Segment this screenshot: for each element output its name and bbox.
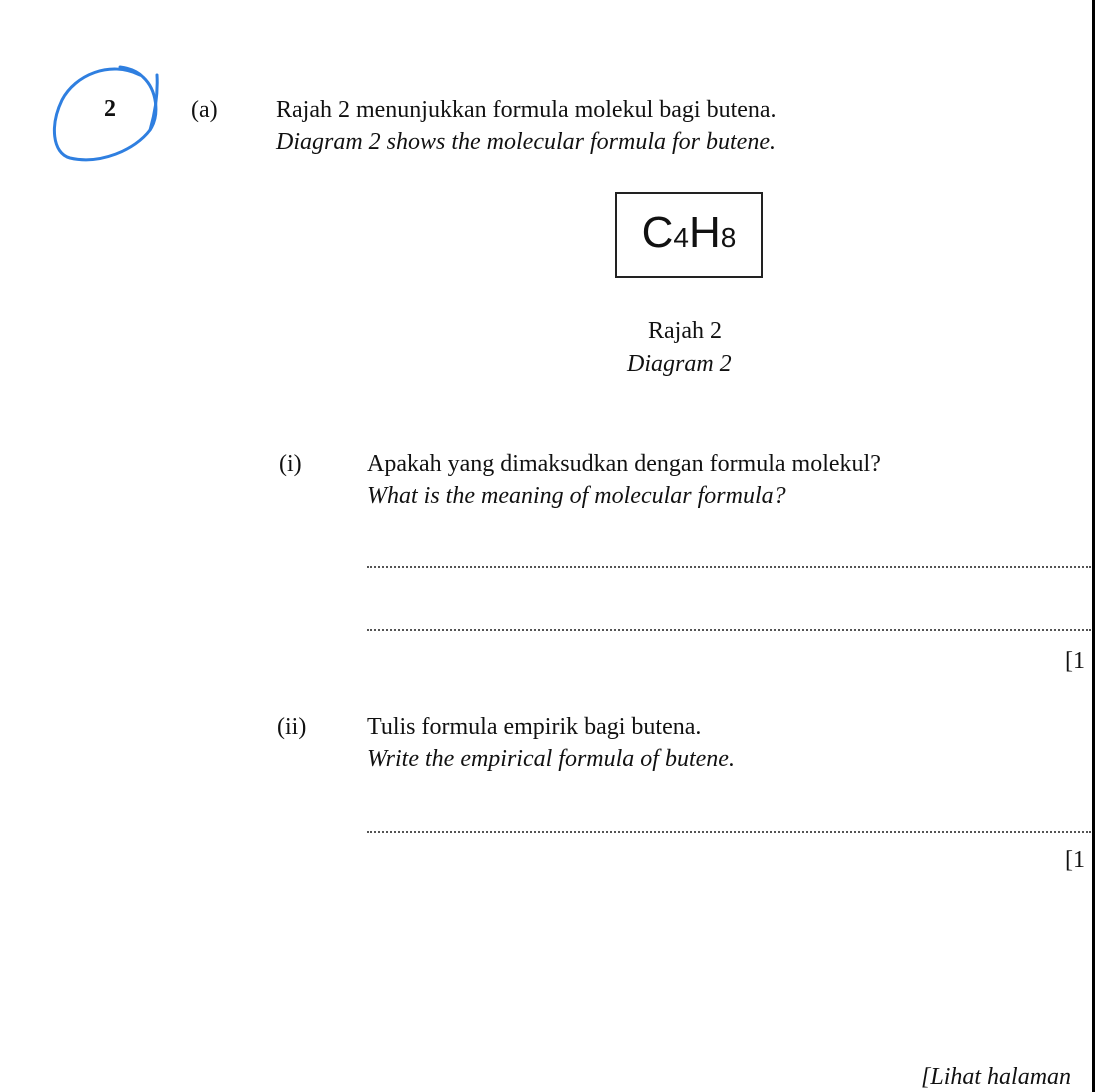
part-ii-marks: [1: [1065, 847, 1085, 873]
part-i-question-malay: Apakah yang dimaksudkan dengan formula molekul?: [367, 451, 881, 477]
diagram-caption-malay: Rajah 2: [648, 318, 722, 344]
part-ii-question-english: Write the empirical formula of butene.: [367, 746, 735, 772]
part-i-answer-line-2[interactable]: [367, 629, 1091, 631]
part-i-question-english: What is the meaning of molecular formula?: [367, 483, 786, 509]
circle-annotation-tail: [150, 75, 157, 130]
turn-over-note: [Lihat halaman: [921, 1064, 1072, 1090]
part-a-label: (a): [191, 97, 218, 123]
part-ii-question-malay: Tulis formula empirik bagi butena.: [367, 714, 702, 740]
formula-hydrogen-count: 8: [720, 221, 737, 253]
part-a-intro-english: Diagram 2 shows the molecular formula for butene.: [276, 129, 776, 155]
part-ii-answer-line[interactable]: [367, 831, 1091, 833]
formula-box: [615, 192, 763, 278]
part-ii-label: (ii): [277, 714, 307, 740]
formula-carbon-count: 4: [673, 221, 689, 253]
part-i-marks: [1: [1065, 648, 1085, 674]
part-i-answer-line-1[interactable]: [367, 566, 1091, 568]
formula-hydrogen: H: [689, 207, 721, 257]
molecular-formula: [641, 207, 737, 260]
question-number: 2: [104, 96, 116, 122]
part-a-intro-malay: Rajah 2 menunjukkan formula molekul bagi butena.: [276, 97, 777, 123]
formula-carbon: C: [641, 207, 674, 257]
part-i-label: (i): [279, 451, 302, 477]
diagram-caption-english: Diagram 2: [627, 351, 732, 377]
